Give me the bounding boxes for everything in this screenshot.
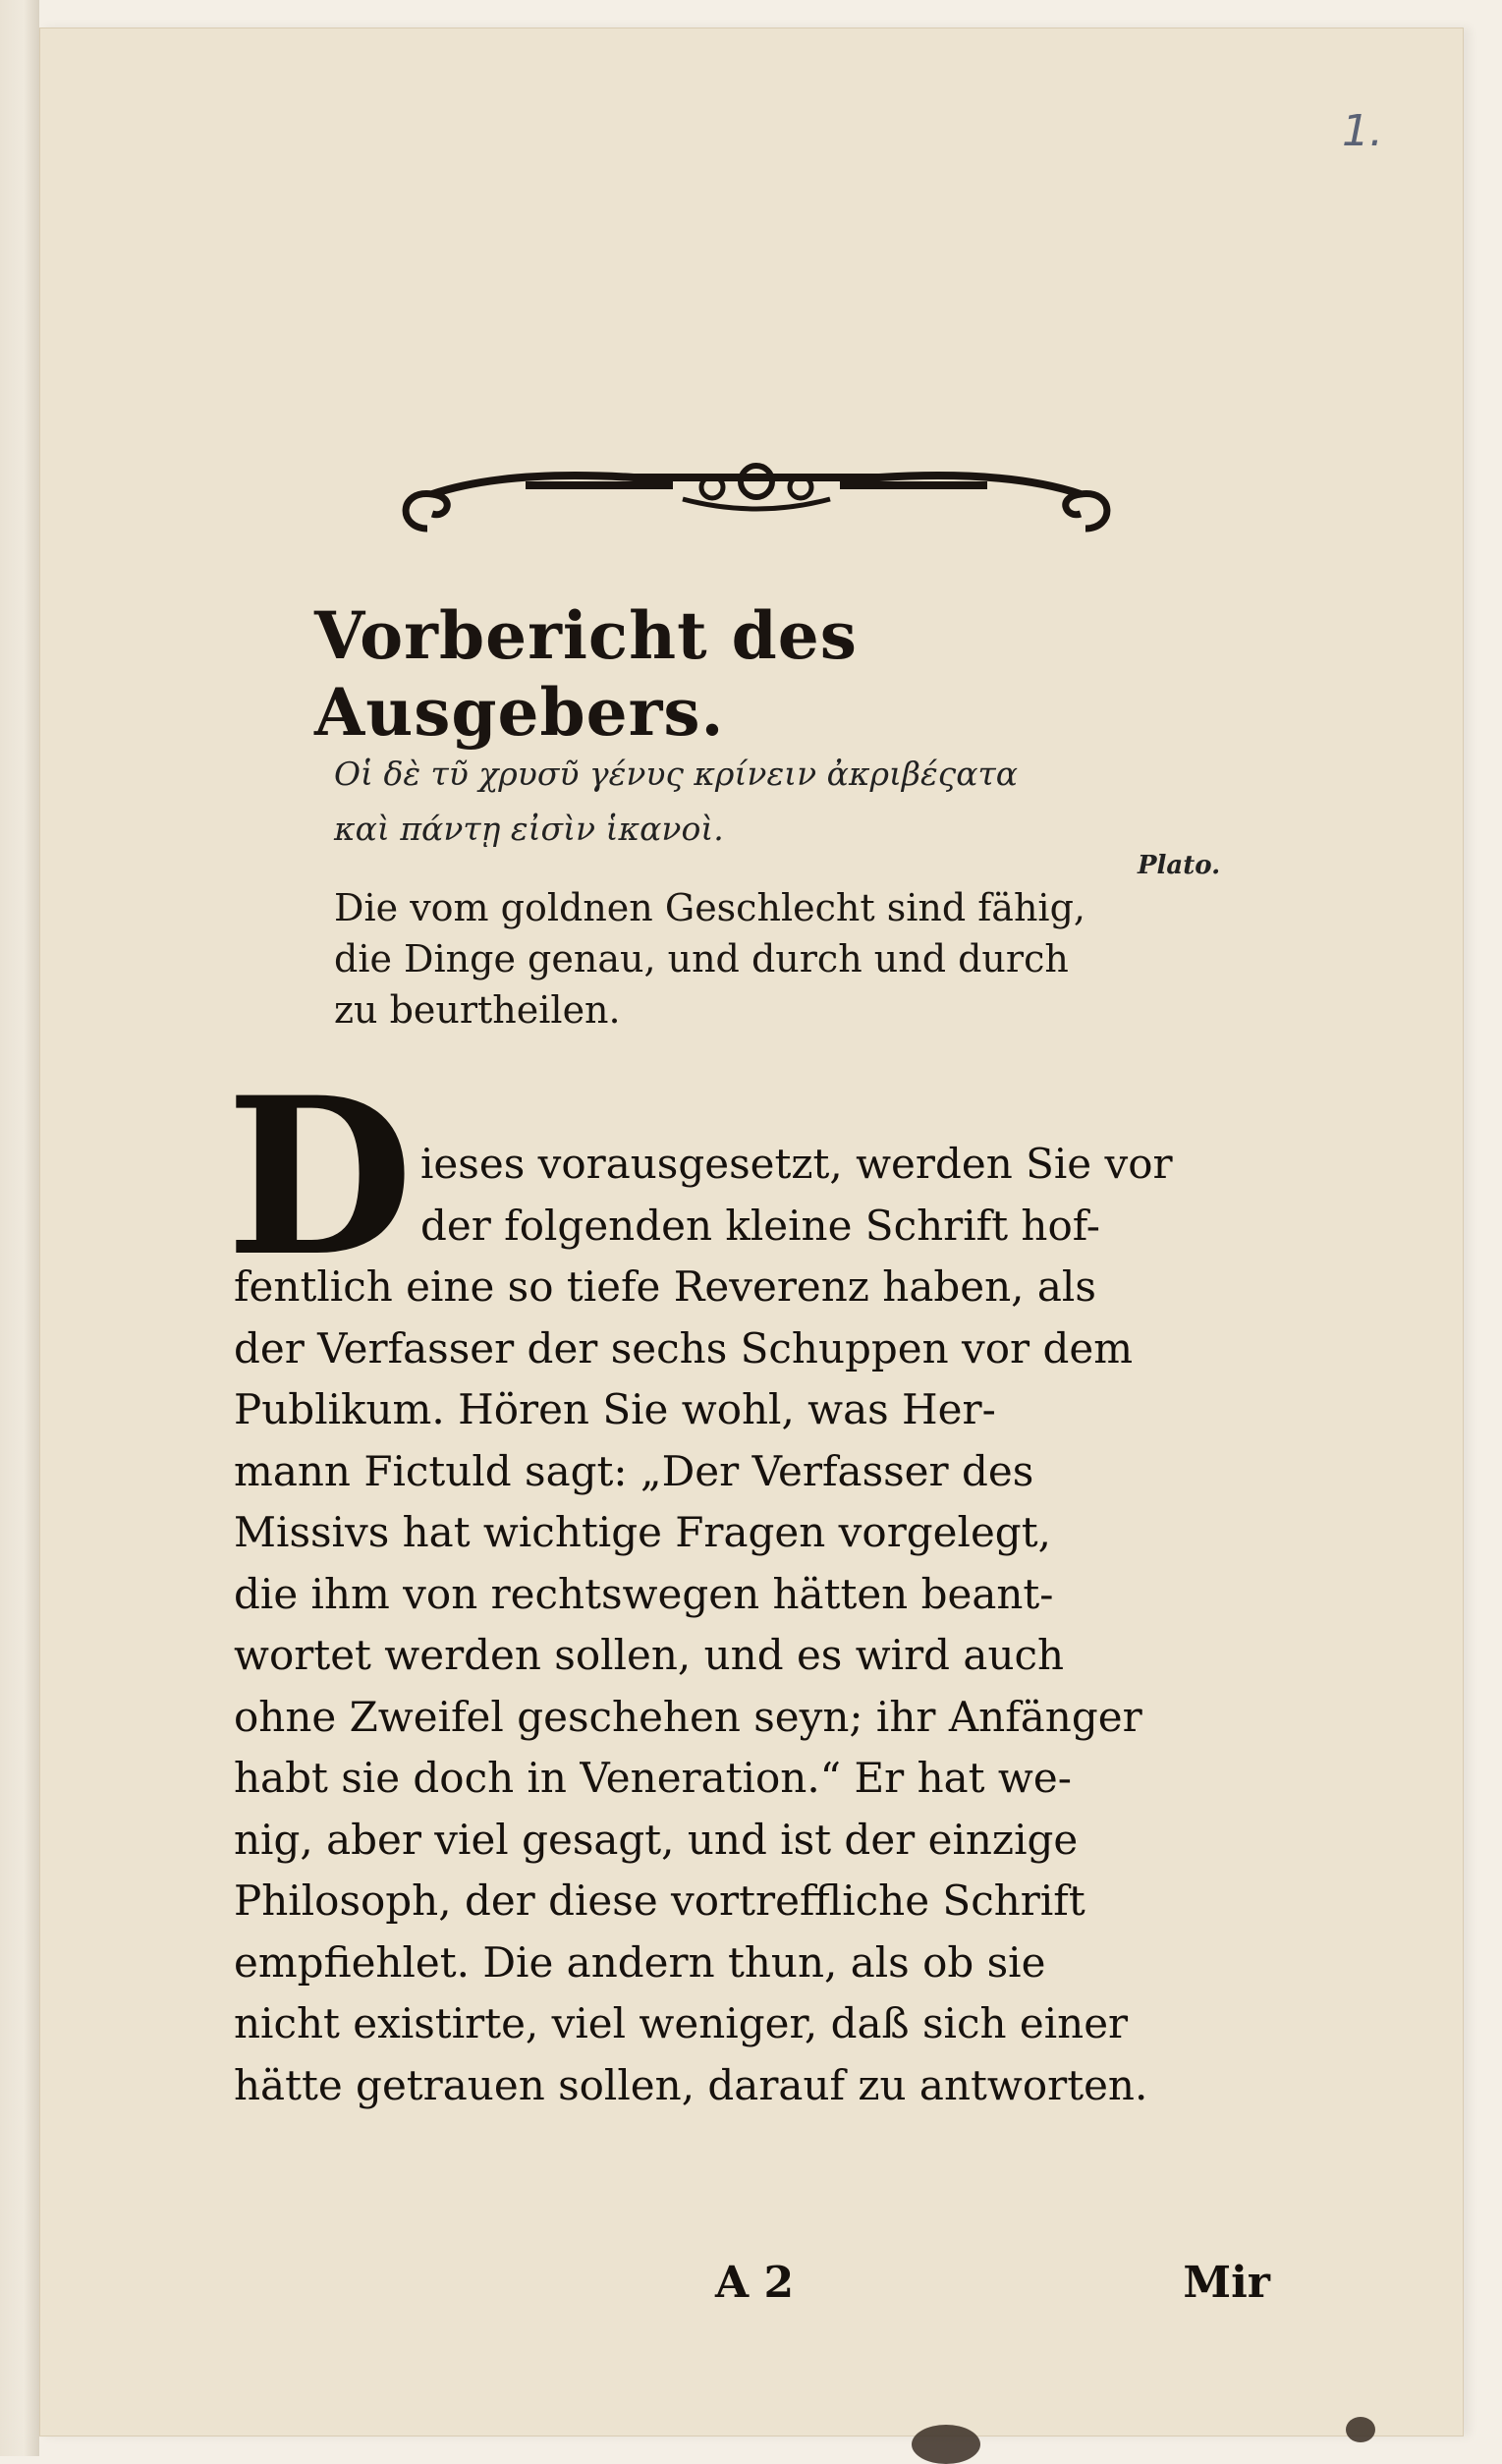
ink-stain: [912, 2425, 980, 2464]
drop-cap: D: [226, 1049, 414, 1304]
ornament-icon: [388, 460, 1125, 558]
epigraph-greek: [334, 747, 1179, 857]
body-line: fentlich eine so tiefe Reverenz haben, als: [234, 1262, 1096, 1311]
body-line: nicht existirte, viel weniger, daß sich einer: [234, 1999, 1129, 2047]
body-line: mann Fictuld sagt: „Der Verfasser des: [234, 1446, 1034, 1495]
translation-line: die Dinge genau, und durch und durch: [334, 937, 1069, 980]
translation-line: Die vom goldnen Geschlecht sind fähig,: [334, 886, 1085, 929]
body-line: Philosoph, der diese vortreffliche Schrift: [234, 1876, 1085, 1925]
page-footer: [234, 2258, 1270, 2317]
body-line: der Verfasser der sechs Schuppen vor dem: [234, 1323, 1134, 1372]
body-line: Missivs hat wichtige Fragen vorgelegt,: [234, 1508, 1051, 1556]
translation-line: zu beurtheilen.: [334, 988, 621, 1032]
body-line: der folgenden kleine Schrift hof-: [420, 1201, 1100, 1250]
body-line: die ihm von rechtswegen hätten beant-: [234, 1569, 1054, 1618]
signature-mark: A 2: [715, 2258, 795, 2308]
body-line: ieses vorausgesetzt, werden Sie vor: [420, 1140, 1173, 1188]
page-number: 1.: [1342, 106, 1383, 156]
epigraph-translation: [334, 882, 1149, 1036]
book-page: [39, 28, 1464, 2436]
epigraph-greek-line: καὶ πάντῃ εἰσὶν ἱκανοὶ.: [334, 810, 724, 848]
body-line: ohne Zweifel geschehen seyn; ihr Anfänger: [234, 1692, 1142, 1741]
body-line: nig, aber viel gesagt, und ist der einzige: [234, 1815, 1079, 1864]
body-line: habt sie doch in Veneration.“ Er hat we-: [234, 1754, 1072, 1802]
ink-stain: [1346, 2417, 1375, 2442]
body-line: hätte getrauen sollen, darauf zu antworten.: [234, 2060, 1148, 2109]
body-line: Publikum. Hören Sie wohl, was Her-: [234, 1385, 996, 1433]
epigraph-attribution: Plato.: [1138, 851, 1221, 880]
facing-page-edge: [0, 0, 39, 2456]
catchword: Mir: [1183, 2258, 1270, 2308]
body-line: empfiehlet. Die andern thun, als ob sie: [234, 1937, 1046, 1987]
body-text: [234, 1134, 1270, 2116]
body-line: wortet werden sollen, und es wird auch: [234, 1631, 1065, 1679]
epigraph-greek-line: Οἱ δὲ τῦ χρυσῦ γένυς κρίνειν ἀκριβέςατα: [334, 755, 1019, 793]
page-heading: Vorbericht des Ausgebers.: [314, 597, 858, 751]
